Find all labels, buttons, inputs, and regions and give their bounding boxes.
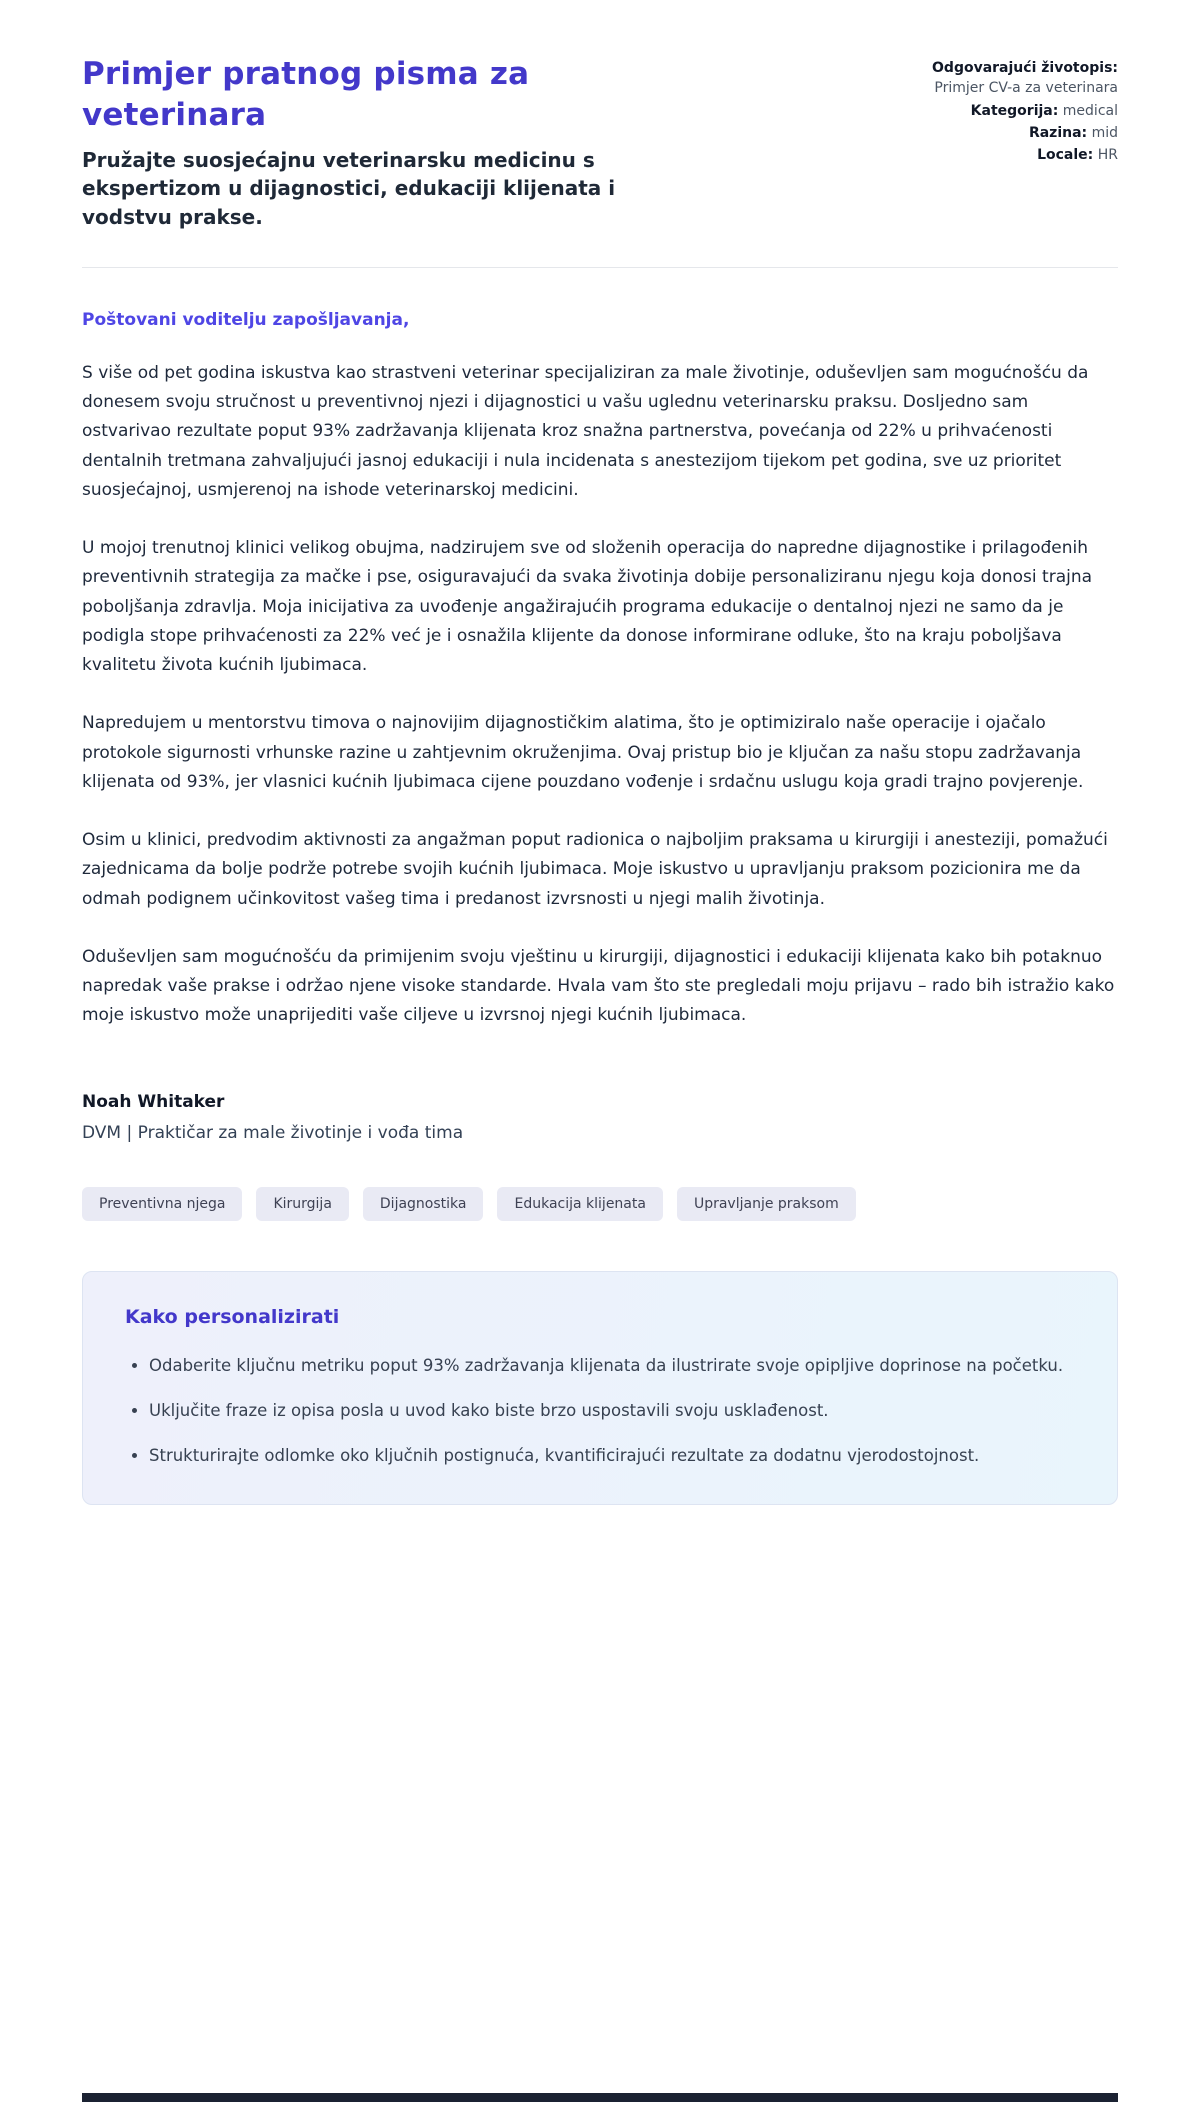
meta-value: HR xyxy=(1097,147,1118,164)
callout-item-text: Odaberite ključnu metriku poput 93% zadržavanja klijenata da ilustrirate svoje opipljive doprinose na početku. xyxy=(149,1356,1064,1376)
callout-list xyxy=(125,1352,1075,1469)
footer-divider-bar xyxy=(0,2093,1200,2118)
header-titles xyxy=(82,54,682,231)
tag-upravljanje-praksom: Upravljanje praksom xyxy=(677,1187,856,1221)
meta-row-matching-resume xyxy=(900,58,1118,99)
callout-title: Kako personalizirati xyxy=(125,1306,340,1329)
tag-preventivna-njega: Preventivna njega xyxy=(82,1187,242,1221)
callout-item-text: Strukturirajte odlomke oko ključnih postignuća, kvantificirajući rezultate za dodatnu vjerodostojnost. xyxy=(149,1445,980,1465)
letter-paragraph: Osim u klinici, predvodim aktivnosti za angažman poput radionica o najboljim praksama u kirurgiji i anesteziji, pomažući zajednicama da bolje podrže potrebe svojih kućnih ljubimaca. Moje iskustvo u upravljanju praksom pozicionira me da odmah podignem učinkovitost vašeg tima i predanost izvrsnosti u njegi malih životinja. xyxy=(82,830,1108,909)
tag-edukacija-klijenata: Edukacija klijenata xyxy=(497,1187,662,1221)
letter-paragraph: S više od pet godina iskustva kao strastveni veterinar specijaliziran za male životinje, oduševljen sam mogućnošću da donesem svoju stručnost u preventivnoj njezi i dijagnostici u vašu uglednu veterinarsku praksu. Dosljedno sam ostvarivao rezultate poput 93% zadržavanja klijenata kroz snažna partnerstva, povećanja od 22% u prihvaćenosti dentalnih tretmana zahvaljujući jasnoj edukaciji i nula incidenata s anestezijom tijekom pet godina, sve uz prioritet suosjećajnoj, usmjerenoj na ishode veterinarskoj medicini. xyxy=(82,362,1089,500)
meta-value: medical xyxy=(1062,102,1118,119)
content-container xyxy=(82,0,1118,1505)
meta-row-category xyxy=(900,101,1118,121)
personalization-callout xyxy=(82,1271,1118,1504)
tag-dijagnostika: Dijagnostika xyxy=(363,1187,484,1221)
meta-label: Razina: xyxy=(1028,124,1088,141)
callout-list-item xyxy=(149,1442,1075,1470)
meta-value: mid xyxy=(1091,124,1118,141)
letter-paragraph: Oduševljen sam mogućnošću da primijenim svoju vještinu u kirurgiji, dijagnostici i edukaciji klijenata kako bih potaknuo napredak vaše prakse i održao njene visoke standarde. Hvala vam što ste pregledali moju prijavu – rado bih istražio kako moje iskustvo može unaprijediti vaše ciljeve u izvrsnoj njegi kućnih ljubimaca. xyxy=(82,946,1115,1026)
meta-row-locale xyxy=(900,145,1118,165)
skill-tags xyxy=(82,1187,1118,1221)
meta-label: Locale: xyxy=(1037,147,1094,164)
header-divider xyxy=(82,267,1118,268)
page-title: Primjer pratnog pisma za veterinara xyxy=(82,56,530,133)
meta-label: Kategorija: xyxy=(970,102,1059,119)
callout-list-item xyxy=(149,1352,1075,1380)
signature-name: Noah Whitaker xyxy=(82,1092,225,1113)
meta-row-level xyxy=(900,123,1118,143)
meta-panel xyxy=(900,54,1118,167)
letter-paragraph: Napredujem u mentorstvu timova o najnovijim dijagnostičkim alatima, što je optimiziralo naše operacije i ojačalo protokole sigurnosti vrhunske razine u zahtjevnim okruženjima. Ovaj pristup bio je ključan za našu stopu zadržavanja klijenata od 93%, jer vlasnici kućnih ljubimaca cijene pouzdano vođenje i srdačnu uslugu koja gradi trajno povjerenje. xyxy=(82,713,1084,792)
footer-divider-bar-inner xyxy=(82,2093,1118,2102)
page-subtitle: Pružajte suosjećajnu veterinarsku medicinu s ekspertizom u dijagnostici, edukaciji klijenata i vodstvu prakse. xyxy=(82,147,616,229)
meta-value: Primjer CV-a za veterinara xyxy=(934,80,1118,97)
callout-list-item xyxy=(149,1397,1075,1425)
signature-title: DVM | Praktičar za male životinje i vođa tima xyxy=(82,1123,464,1144)
letter-body xyxy=(82,310,1118,1143)
tag-kirurgija: Kirurgija xyxy=(256,1187,348,1221)
letter-greeting: Poštovani voditelju zapošljavanja, xyxy=(82,309,410,330)
callout-item-text: Uključite fraze iz opisa posla u uvod kako biste brzo uspostavili svoju usklađenost. xyxy=(149,1401,829,1421)
header xyxy=(82,54,1118,231)
letter-paragraph: U mojoj trenutnoj klinici velikog obujma, nadzirujem sve od složenih operacija do napredne dijagnostike i prilagođenih preventivnih strategija za mačke i pse, osiguravajući da svaka životinja dobije personaliziranu njegu koja donosi trajna poboljšanja zdravlja. Moja inicijativa za uvođenje angažirajućih programa edukacije o dentalnoj njezi ne samo da je podigla stope prihvaćenosti za 22% već je i osnažila klijente da donose informirane odluke, što na kraju poboljšava kvalitetu života kućnih ljubimaca. xyxy=(82,538,1093,676)
meta-label: Odgovarajući životopis: xyxy=(932,60,1118,76)
